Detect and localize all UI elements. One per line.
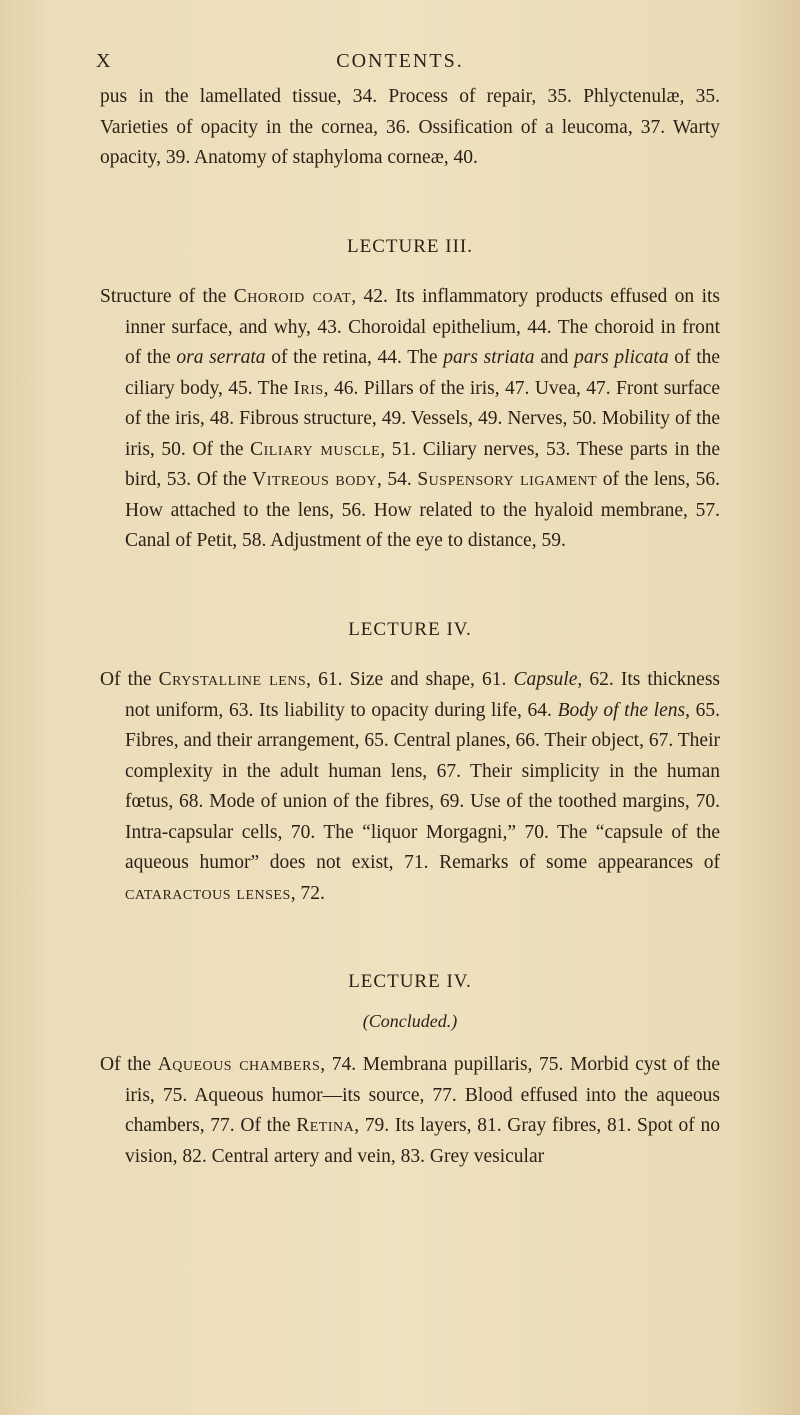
small-caps-term: Suspensory ligament bbox=[417, 469, 598, 490]
small-caps-term: Retina bbox=[296, 1115, 355, 1136]
small-caps-term: Iris bbox=[293, 377, 324, 399]
text-run: pus in the lamellated tissue, 34. Process of repair, 35. Phlyctenulæ, 35. Varieties of opacity in the cornea, 36. Ossification of a leucoma, 37. Warty opacity, 39. Anatomy of staphyloma corneæ, 40. bbox=[100, 86, 720, 168]
italic-term: pars plicata bbox=[574, 347, 669, 368]
italic-term: pars striata bbox=[443, 347, 535, 368]
text-run: , 65. Fibres, and their arrangement, 65. Central planes, 66. Their object, 67. Their complexity in the adult human lens, 67. Their simplicity in the human fœtus, 68. Mode of union of the fibres, 69. Use of the toothed margins, 70. Intra-capsular cells, 70. The “liquor Morgagni,” 70. The “capsule of the aqueous humor” does not exist, 71. Remarks of some appearances of bbox=[125, 699, 720, 873]
text-run: , 46. Pillars of the iris, 47. Uvea, 47. Front surface of the iris, 48. Fibrous structure, 49. Vessels, 49. Nerves, 50. Mobility of the iris, 50. Of the bbox=[125, 377, 720, 460]
intro-paragraph bbox=[100, 82, 720, 174]
page-header bbox=[0, 50, 800, 80]
text-run: , 42. Its inflammatory products effused on its inner surface, and why, 43. Choroidal epithelium, 44. The choroid in front of the bbox=[125, 286, 721, 368]
text-run: Of the bbox=[100, 1054, 158, 1075]
lecture-3-heading: LECTURE III. bbox=[347, 235, 473, 257]
contents-body bbox=[100, 82, 720, 1172]
text-run: , 79. Its layers, 81. Gray fibres, 81. Spot of no vision, 82. Central artery and vein, 83. Grey vesicular bbox=[125, 1115, 720, 1167]
text-run: , 61. Size and shape, 61. bbox=[306, 669, 514, 690]
text-run: Structure of the bbox=[100, 286, 234, 307]
lecture-4-concluded-paragraph bbox=[100, 1050, 720, 1172]
lecture-4-paragraph bbox=[100, 665, 720, 909]
small-caps-term: Aqueous chambers bbox=[157, 1054, 321, 1075]
lecture-4-concluded-heading: LECTURE IV. bbox=[348, 971, 472, 992]
lecture-4-concluded-subheading: (Concluded.) bbox=[362, 1010, 458, 1031]
text-run: of the ciliary body, 45. The bbox=[125, 347, 721, 399]
text-run: Of the bbox=[100, 669, 159, 690]
small-caps-term: Vitreous body bbox=[252, 469, 378, 490]
lecture-4-heading: LECTURE IV. bbox=[348, 618, 472, 640]
italic-term: Body of the lens bbox=[557, 699, 686, 721]
small-caps-term: cataractous lenses bbox=[125, 882, 291, 904]
text-run: , 72. bbox=[290, 882, 325, 904]
page-number: X bbox=[96, 50, 112, 72]
text-run: of the retina, 44. The bbox=[265, 347, 444, 368]
italic-term: Capsule bbox=[513, 669, 578, 690]
small-caps-term: Crystalline lens bbox=[158, 669, 307, 690]
small-caps-term: Ciliary muscle bbox=[250, 438, 381, 460]
lecture-3-paragraph bbox=[100, 282, 720, 557]
text-run: of the lens, 56. How attached to the lens, 56. How related to the hyaloid membrane, 57. Canal of Petit, 58. Adjustment of the eye to distance, 59. bbox=[125, 469, 721, 551]
small-caps-term: Choroid coat bbox=[233, 286, 352, 307]
text-run: , 74. Membrana pupillaris, 75. Morbid cyst of the iris, 75. Aqueous humor—its source, 77. Blood effused into the aqueous chambers, 77. Of the bbox=[125, 1054, 720, 1136]
italic-term: ora serrata bbox=[176, 347, 266, 368]
text-run: and bbox=[534, 347, 575, 368]
text-run: , 51. Ciliary nerves, 53. These parts in the bird, 53. Of the bbox=[125, 438, 720, 490]
text-run: , 62. Its thickness not uniform, 63. Its liability to opacity during life, 64. bbox=[125, 669, 720, 721]
text-run: , 54. bbox=[377, 469, 418, 490]
running-title: CONTENTS. bbox=[336, 50, 464, 72]
